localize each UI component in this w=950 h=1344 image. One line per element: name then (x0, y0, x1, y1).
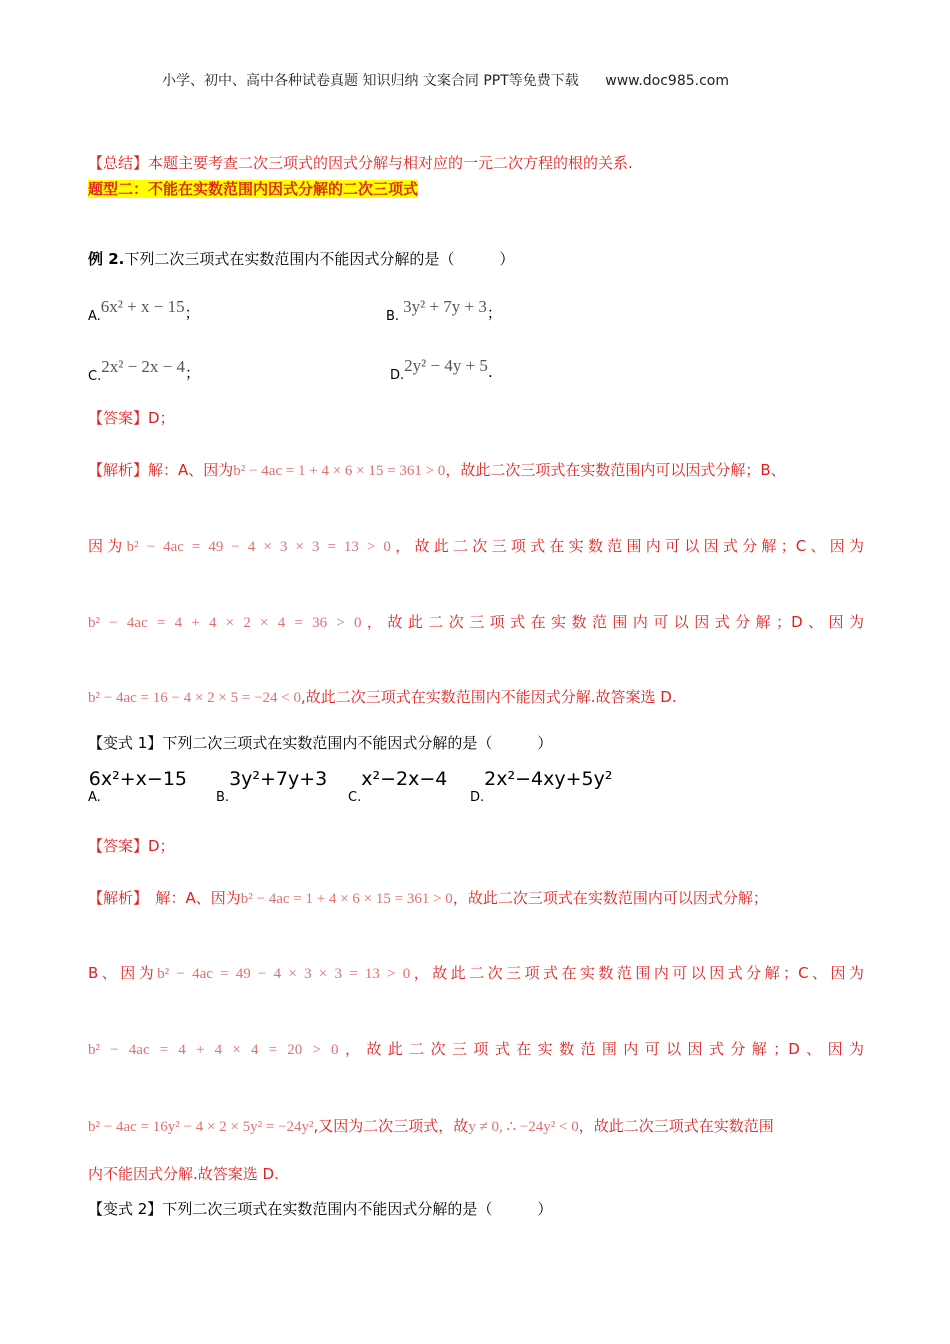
example2-analysis-line-4 (88, 686, 677, 707)
analysis-tag: 【解析】 (88, 889, 141, 907)
option-letter: D. (390, 368, 405, 383)
variant1-option-c (348, 768, 448, 805)
example2-option-b (386, 296, 502, 324)
answer-tag: 【答案】 (88, 837, 149, 855)
analysis-text: ，故此二次三项式在实数范围内可以因式分解；C、因为 (390, 537, 864, 555)
variant2-question (88, 1198, 552, 1219)
analysis-text: B、因为 (88, 964, 158, 982)
analysis-text: ，故此二次三项式在实数范围内可以因式分解；D、因为 (338, 1040, 864, 1058)
variant1-option-b (216, 768, 328, 805)
example2-option-a (88, 296, 200, 324)
option-expr: 2x² − 2x − 4 (101, 357, 185, 376)
analysis-text: 解：A、因为 (140, 889, 241, 907)
example2-analysis-line-2 (88, 535, 864, 556)
analysis-text: 内不能因式分解.故答案选 D. (88, 1165, 279, 1183)
variant1-question (88, 732, 552, 753)
header-url: www.doc985.com (605, 73, 729, 89)
option-letter: C. (348, 790, 362, 805)
analysis-tag: 【解析】 (88, 461, 149, 479)
option-letter: A. (88, 790, 101, 805)
variant1-analysis-line-1 (88, 887, 768, 908)
example2-answer (88, 407, 175, 428)
variant1-tag: 【变式 1】 (88, 734, 163, 752)
variant1-analysis-line-2 (88, 962, 864, 983)
option-end: . (487, 363, 493, 381)
analysis-text: ，故此二次三项式在实数范围内可以因式分解；D、因为 (361, 613, 864, 631)
summary-text: 本题主要考查二次三项式的因式分解与相对应的一元二次方程的根的关系. (148, 154, 633, 172)
option-end: ； (185, 364, 201, 382)
option-letter: C. (88, 369, 102, 384)
analysis-text: ,故此二次三项式在实数范围内不能因式分解.故答案选 D. (301, 688, 677, 706)
analysis-math: b² − 4ac = 49 − 4 × 3 × 3 = 13 > 0 (126, 539, 391, 555)
answer-value: D； (148, 837, 175, 855)
analysis-math: b² − 4ac = 1 + 4 × 6 × 15 = 361 > 0 (233, 463, 446, 479)
example2-label: 例 2. (88, 250, 125, 268)
option-end: ； (184, 304, 200, 322)
option-expr: 3y²+7y+3 (229, 768, 328, 790)
analysis-text: 因为 (88, 537, 127, 555)
option-expr: 2y² − 4y + 5 (404, 356, 488, 375)
summary-tag: 【总结】 (88, 154, 149, 172)
answer-value: D； (148, 409, 175, 427)
analysis-text: ，故此二次三项式在实数范围内可以因式分解；C、因为 (410, 964, 864, 982)
variant1-option-d (470, 768, 613, 805)
variant1-analysis-line-3 (88, 1038, 864, 1059)
example2-option-d (390, 356, 493, 383)
analysis-text: ，故此二次三项式在实数范围内可以因式分解； (452, 889, 768, 907)
variant1-analysis-line-5 (88, 1163, 279, 1184)
option-expr: 3y² + 7y + 3 (403, 297, 487, 316)
variant1-analysis-line-4 (88, 1115, 774, 1136)
option-end: ； (486, 304, 502, 322)
analysis-text: ，故此二次三项式在实数范围内可以因式分解；B、 (445, 461, 786, 479)
analysis-math: b² − 4ac = 4 + 4 × 2 × 4 = 36 > 0 (88, 615, 362, 631)
example2-option-c (88, 356, 201, 384)
page-header (162, 70, 729, 90)
option-letter: D. (470, 790, 485, 805)
analysis-math: b² − 4ac = 4 + 4 × 4 = 20 > 0 (88, 1042, 339, 1058)
example2-analysis-line-1 (88, 459, 786, 480)
option-expr: 6x²+x−15 (88, 768, 188, 790)
variant2-tag: 【变式 2】 (88, 1200, 163, 1218)
option-letter: A. (88, 309, 101, 324)
analysis-math: b² − 4ac = 49 − 4 × 3 × 3 = 13 > 0 (157, 966, 411, 982)
variant1-answer (88, 835, 175, 856)
example2-question (88, 248, 514, 269)
type2-title (88, 178, 418, 199)
option-expr: 6x² + x − 15 (100, 297, 185, 316)
variant1-option-a (88, 768, 188, 805)
analysis-math: b² − 4ac = 16 − 4 × 2 × 5 = −24 < 0 (88, 690, 301, 706)
header-text: 小学、初中、高中各种试卷真题 知识归纳 文案合同 PPT等免费下载 (162, 73, 579, 89)
option-expr: 2x²−4xy+5y² (484, 768, 613, 790)
analysis-math: b² − 4ac = 16y² − 4 × 2 × 5y² = −24y² (88, 1119, 314, 1135)
example2-text: 下列二次三项式在实数范围内不能因式分解的是（ ） (124, 250, 515, 268)
option-letter: B. (386, 309, 400, 324)
analysis-math: b² − 4ac = 1 + 4 × 6 × 15 = 361 > 0 (240, 891, 453, 907)
answer-tag: 【答案】 (88, 409, 149, 427)
variant1-text: 下列二次三项式在实数范围内不能因式分解的是（ ） (162, 734, 553, 752)
analysis-math: y ≠ 0, ∴ −24y² < 0 (468, 1119, 579, 1135)
example2-analysis-line-3 (88, 611, 864, 632)
analysis-text: ,又因为二次三项式，故 (313, 1117, 469, 1135)
option-letter: B. (216, 790, 230, 805)
option-expr: x²−2x−4 (361, 768, 448, 790)
analysis-text: 解：A、因为 (148, 461, 234, 479)
analysis-text: ，故此二次三项式在实数范围 (578, 1117, 774, 1135)
summary-line (88, 152, 633, 173)
variant2-text: 下列二次三项式在实数范围内不能因式分解的是（ ） (162, 1200, 553, 1218)
type2-title-text: 题型二：不能在实数范围内因式分解的二次三项式 (88, 180, 419, 198)
